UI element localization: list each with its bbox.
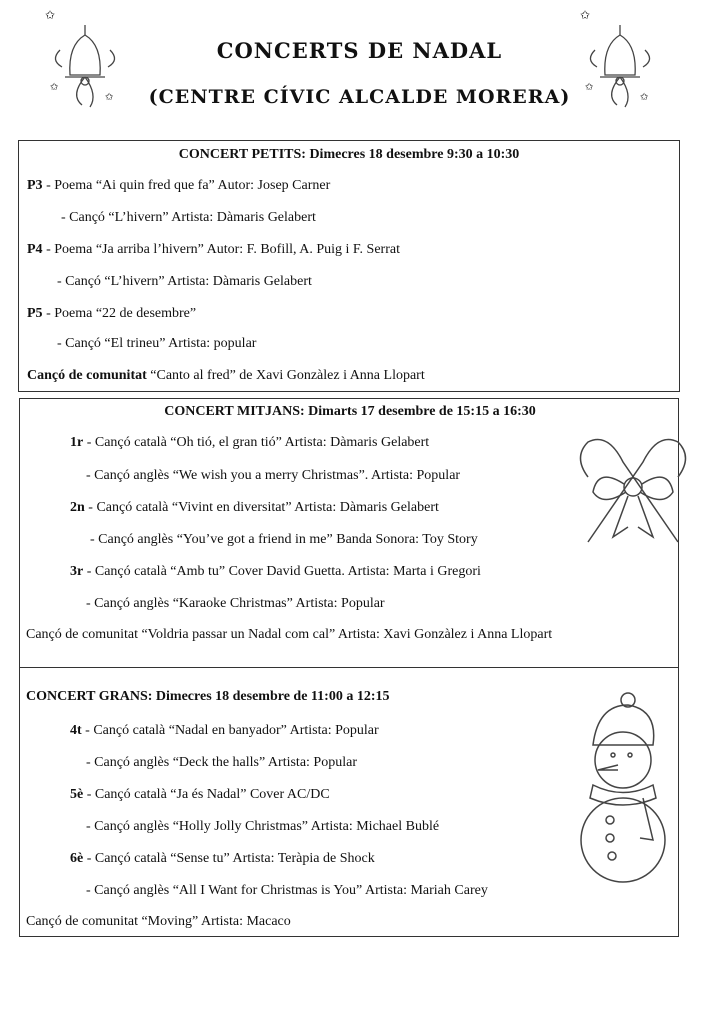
svg-text:✩: ✩ <box>580 8 591 22</box>
svg-text:✩: ✩ <box>45 8 56 22</box>
program-line: P3 - Poema “Ai quin fred que fa” Autor: Josep Carner <box>27 178 331 193</box>
community-song: Cançó de comunitat “Moving” Artista: Macaco <box>26 914 291 929</box>
program-line: - Cançó “L’hivern” Artista: Dàmaris Gelabert <box>61 210 316 225</box>
svg-text:✩: ✩ <box>105 92 114 103</box>
program-line: - Cançó “L’hivern” Artista: Dàmaris Gelabert <box>57 274 312 289</box>
program-line: 4t - Cançó català “Nadal en banyador” Artista: Popular <box>70 723 379 738</box>
program-line: 3r - Cançó català “Amb tu” Cover David Guetta. Artista: Marta i Gregori <box>70 564 481 579</box>
snowman-icon <box>568 690 680 890</box>
program-line: 1r - Cançó català “Oh tió, el gran tió” Artista: Dàmaris Gelabert <box>70 435 430 450</box>
section-heading: CONCERT MITJANS: Dimarts 17 desembre de 15:15 a 16:30 <box>164 404 536 419</box>
program-line: - Cançó anglès “Holly Jolly Christmas” Artista: Michael Bublé <box>86 819 440 834</box>
program-line: - Cançó anglès “Karaoke Christmas” Artista: Popular <box>86 596 385 611</box>
community-song: Cançó de comunitat “Canto al fred” de Xavi Gonzàlez i Anna Llopart <box>27 368 425 383</box>
program-line: - Cançó anglès “Deck the halls” Artista: Popular <box>86 755 357 770</box>
program-line: - Cançó anglès “We wish you a merry Christmas”. Artista: Popular <box>86 468 461 483</box>
program-line: - Cançó “El trineu” Artista: popular <box>57 336 257 351</box>
svg-text:✩: ✩ <box>50 82 59 93</box>
section-heading: CONCERT PETITS: Dimecres 18 desembre 9:30 a 10:30 <box>178 147 520 162</box>
page-subtitle: (CENTRE CÍVIC ALCALDE MORERA) <box>148 86 571 108</box>
program-line: 6è - Cançó català “Sense tu” Artista: Teràpia de Shock <box>70 851 375 866</box>
concert-petits-section <box>18 140 680 392</box>
section-divider <box>20 667 678 668</box>
program-line: P4 - Poema “Ja arriba l’hivern” Autor: F. Bofill, A. Puig i F. Serrat <box>27 242 400 257</box>
svg-text:✩: ✩ <box>640 92 649 103</box>
program-line: 5è - Cançó català “Ja és Nadal” Cover AC/DC <box>70 787 330 802</box>
program-line: P5 - Poema “22 de desembre” <box>27 306 197 321</box>
svg-text:✩: ✩ <box>585 82 594 93</box>
program-line: - Cançó anglès “All I Want for Christmas is You” Artista: Mariah Carey <box>86 883 488 898</box>
candy-cane-icon <box>568 412 700 557</box>
page-title: CONCERTS DE NADAL <box>216 38 503 63</box>
program-line: - Cançó anglès “You’ve got a friend in me” Banda Sonora: Toy Story <box>90 532 478 547</box>
program-line: 2n - Cançó català “Vivint en diversitat” Artista: Dàmaris Gelabert <box>70 500 439 515</box>
community-song: Cançó de comunitat “Voldria passar un Nadal com cal” Artista: Xavi Gonzàlez i Anna Llopart <box>26 627 553 642</box>
section-heading: CONCERT GRANS: Dimecres 18 desembre de 11:00 a 12:15 <box>26 689 390 704</box>
